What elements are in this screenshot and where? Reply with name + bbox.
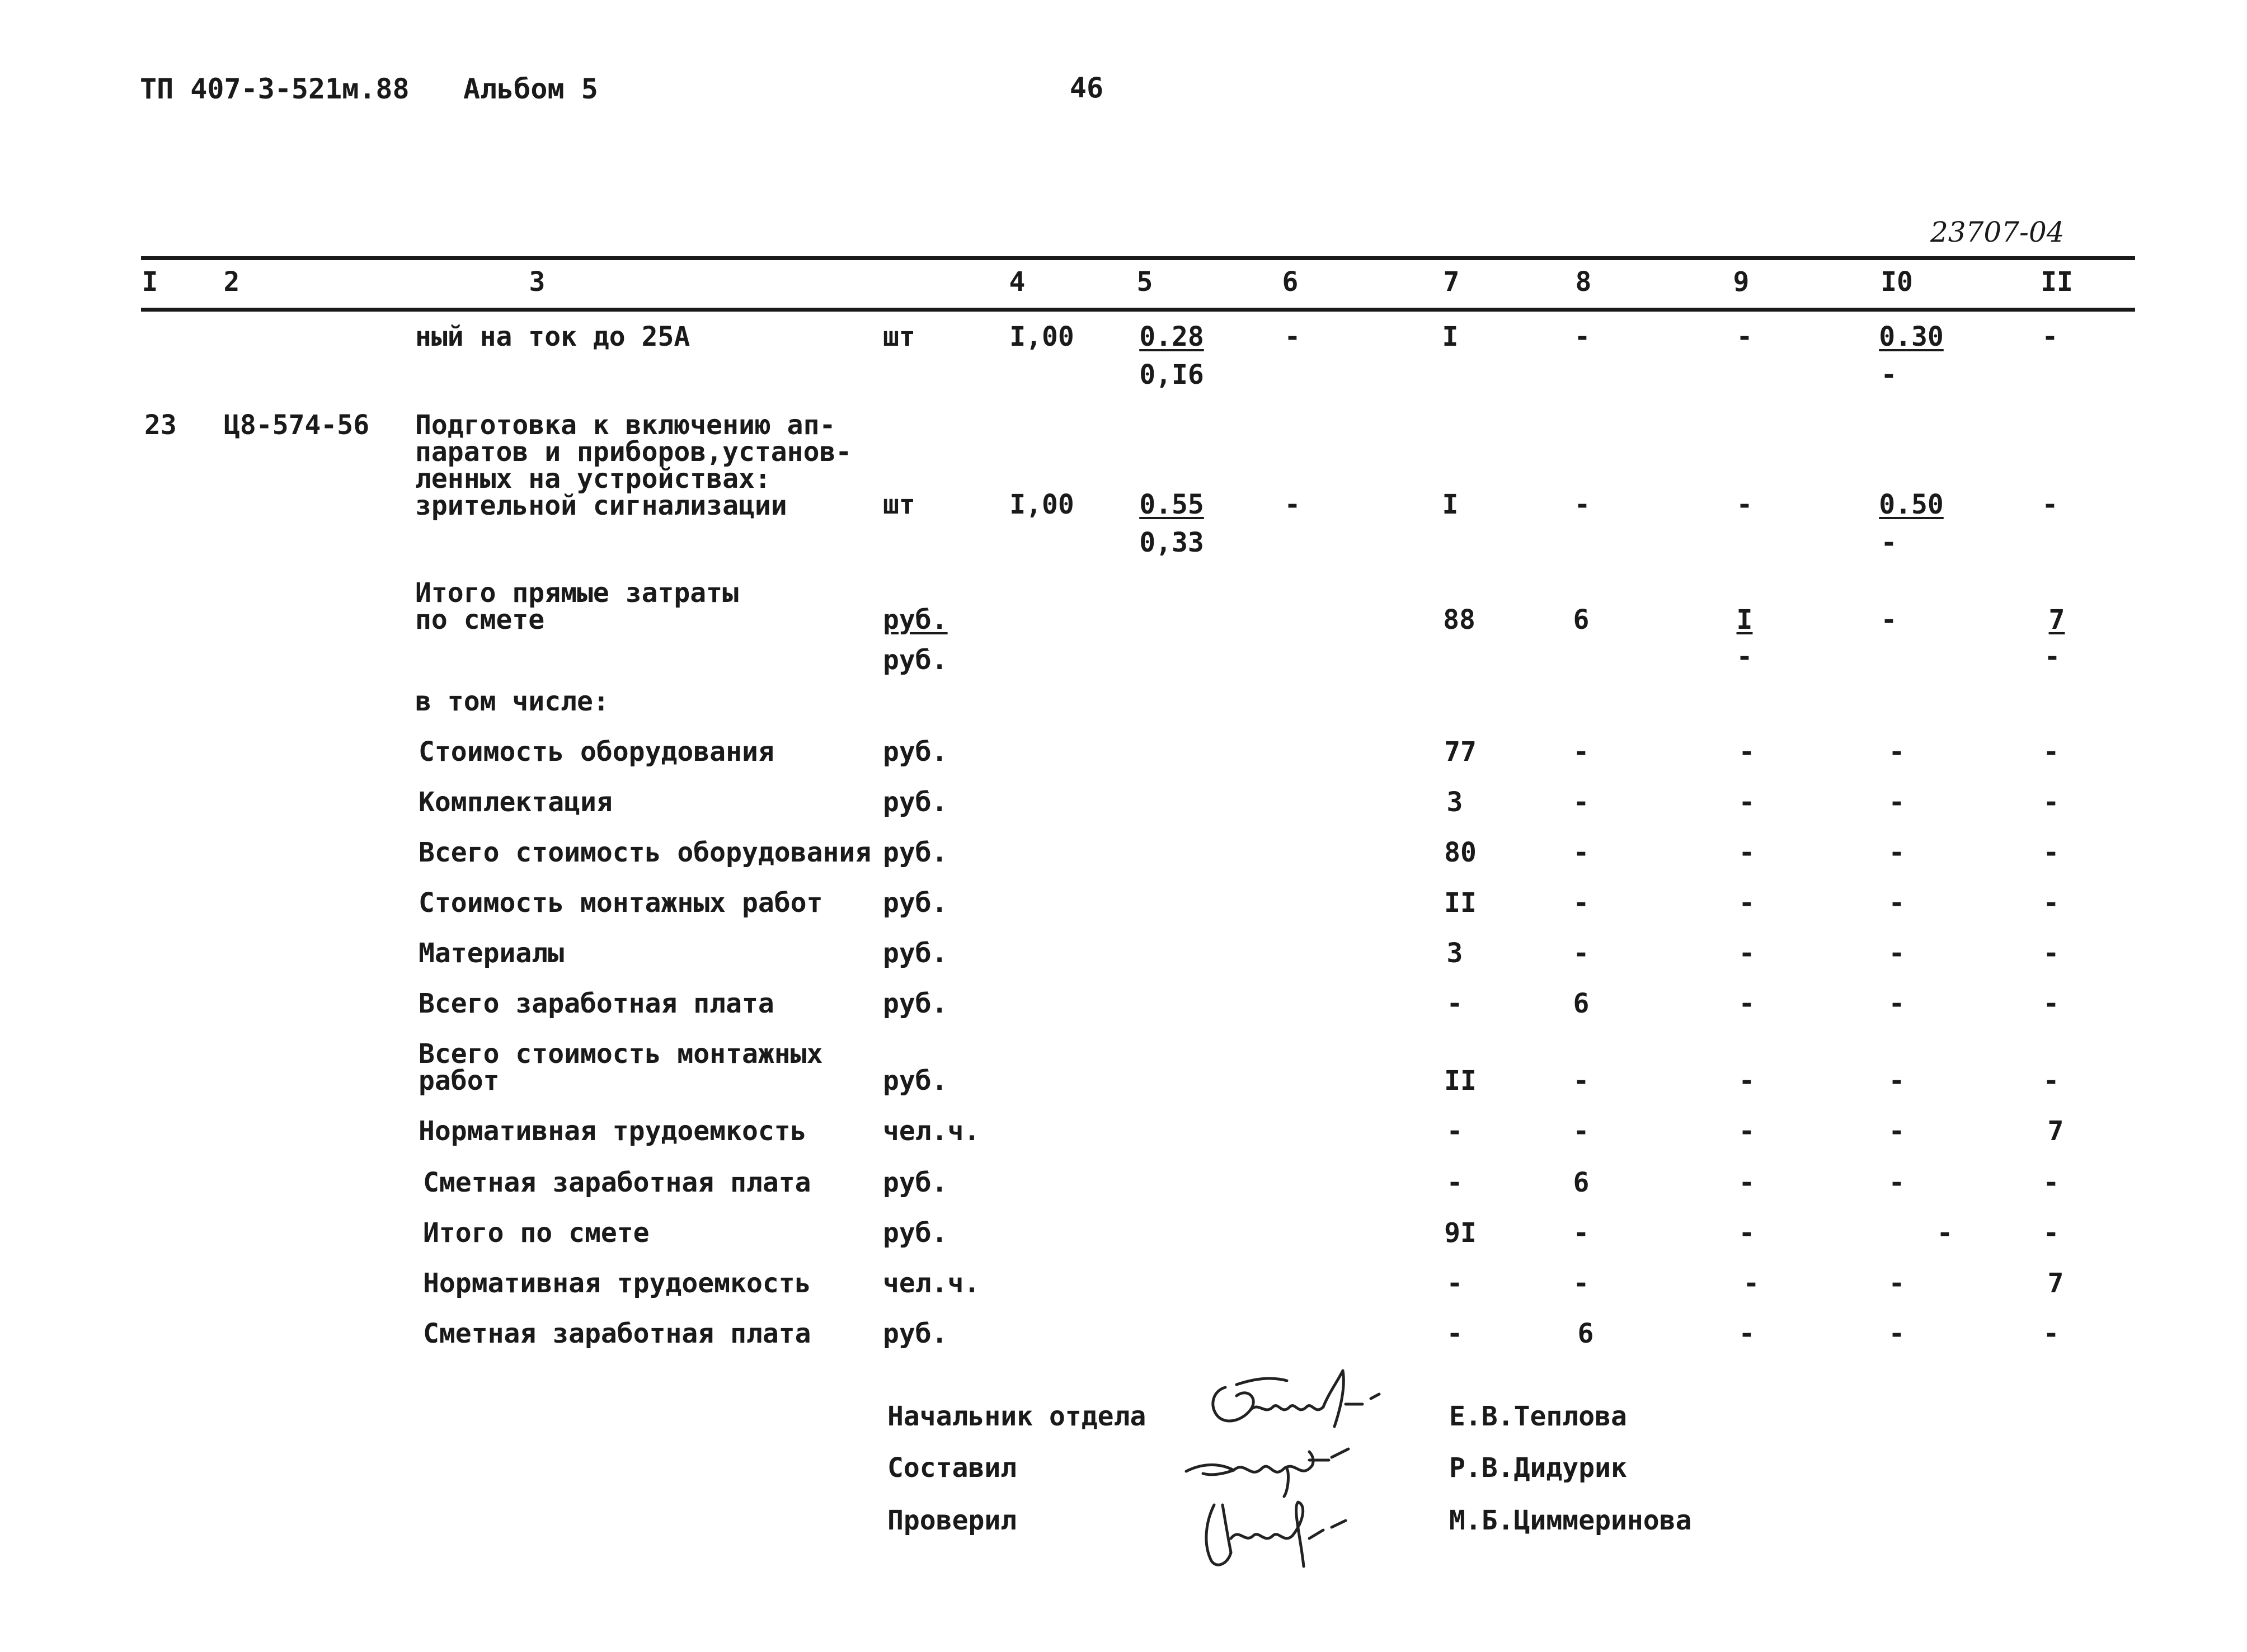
item-col10-top: 0.30 xyxy=(1879,321,1944,352)
column-header: 2 xyxy=(223,266,240,298)
item-description: Подготовка к включению ап- паратов и приборов,установ- ленных на устройствах: зрительной сигнализации xyxy=(415,410,852,521)
column-header: I xyxy=(142,266,158,298)
summary-col7: 3 xyxy=(1446,787,1463,818)
summary-col11: - xyxy=(2043,988,2060,1019)
summary-col8: - xyxy=(1573,1217,1590,1249)
summary-col8: 6 xyxy=(1577,1318,1594,1349)
totals-col8: 6 xyxy=(1573,604,1590,636)
handwritten-signature xyxy=(1192,1488,1360,1572)
summary-col7: - xyxy=(1446,1167,1463,1198)
summary-col7: II xyxy=(1444,887,1477,919)
summary-col10: - xyxy=(1888,736,1905,768)
summary-col9: - xyxy=(1738,787,1755,818)
summary-col10: - xyxy=(1888,887,1905,919)
item-col5-top: 0.28 xyxy=(1139,321,1204,352)
item-description: ный на ток до 25А xyxy=(415,321,690,352)
summary-col8: - xyxy=(1573,787,1590,818)
summary-unit: руб. xyxy=(883,988,948,1019)
summary-col9: - xyxy=(1738,1116,1755,1147)
summary-label: Нормативная трудоемкость xyxy=(419,1116,807,1147)
summary-col11: - xyxy=(2043,938,2060,969)
item-col10-top: 0.50 xyxy=(1879,489,1944,520)
summary-col7: 80 xyxy=(1444,837,1477,868)
table-top-rule xyxy=(141,256,2135,260)
item-number: 23 xyxy=(144,410,177,441)
summary-col9: - xyxy=(1738,1065,1755,1096)
item-col7: I xyxy=(1442,489,1459,520)
column-header: II xyxy=(2041,266,2073,298)
summary-col11: 7 xyxy=(2047,1116,2064,1147)
summary-col11: - xyxy=(2043,1065,2060,1096)
summary-col10: - xyxy=(1888,787,1905,818)
summary-col8: 6 xyxy=(1573,988,1590,1019)
summary-col9: - xyxy=(1738,938,1755,969)
summary-col11: - xyxy=(2043,1318,2060,1349)
summary-unit: руб. xyxy=(883,938,948,969)
summary-unit: руб. xyxy=(883,787,948,818)
totals-col9-bottom: - xyxy=(1736,641,1753,672)
page-number: 46 xyxy=(1069,72,1104,104)
totals-unit-top: руб. xyxy=(883,604,948,636)
summary-col11: - xyxy=(2043,787,2060,818)
summary-col10: - xyxy=(1888,1167,1905,1198)
summary-col9: - xyxy=(1738,837,1755,868)
summary-col11: - xyxy=(2043,837,2060,868)
item-col8: - xyxy=(1574,489,1591,520)
summary-unit: руб. xyxy=(883,837,948,868)
totals-col9-top: I xyxy=(1736,604,1753,636)
item-col11: - xyxy=(2042,321,2058,352)
summary-col7: II xyxy=(1444,1065,1477,1096)
summary-unit: чел.ч. xyxy=(883,1268,980,1299)
summary-col8: - xyxy=(1573,837,1590,868)
handwritten-signature xyxy=(1203,1365,1388,1438)
item-unit: шт xyxy=(883,489,915,520)
column-header: 7 xyxy=(1443,266,1460,298)
summary-col9: - xyxy=(1738,988,1755,1019)
summary-col8: - xyxy=(1573,1065,1590,1096)
column-header: 4 xyxy=(1009,266,1026,298)
summary-col7: - xyxy=(1446,988,1463,1019)
item-col9: - xyxy=(1736,321,1753,352)
summary-col7: 9I xyxy=(1444,1217,1477,1249)
summary-col11: - xyxy=(2043,736,2060,768)
summary-label: Нормативная трудоемкость xyxy=(423,1268,811,1299)
summary-col8: - xyxy=(1573,1268,1590,1299)
summary-col9: - xyxy=(1738,1217,1755,1249)
summary-col8: 6 xyxy=(1573,1167,1590,1198)
summary-label: Сметная заработная плата xyxy=(423,1167,811,1198)
summary-col7: 77 xyxy=(1444,736,1477,768)
summary-label: Всего стоимость монтажных работ xyxy=(419,1038,823,1096)
document-code: ТП 407-3-521м.88 xyxy=(140,73,410,105)
item-col8: - xyxy=(1574,321,1591,352)
summary-label: Комплектация xyxy=(419,787,613,818)
summary-col11: - xyxy=(2043,887,2060,919)
summary-col8: - xyxy=(1573,938,1590,969)
item-col5-top: 0.55 xyxy=(1139,489,1204,520)
summary-label: Всего заработная плата xyxy=(419,988,774,1019)
summary-col11: - xyxy=(2043,1217,2060,1249)
summary-col10: - xyxy=(1888,1318,1905,1349)
column-header: 3 xyxy=(529,266,546,298)
item-col6: - xyxy=(1284,321,1301,352)
summary-unit: руб. xyxy=(883,1065,948,1096)
item-col10-bottom: - xyxy=(1881,359,1897,390)
table-header-rule xyxy=(141,308,2135,312)
summary-col11: 7 xyxy=(2047,1268,2064,1299)
item-col7: I xyxy=(1442,321,1459,352)
item-unit: шт xyxy=(883,321,915,352)
item-code: Ц8-574-56 xyxy=(224,410,370,441)
item-col9: - xyxy=(1736,489,1753,520)
summary-label: Стоимость монтажных работ xyxy=(419,887,823,919)
summary-col8: - xyxy=(1573,887,1590,919)
summary-unit: руб. xyxy=(883,1318,948,1349)
summary-col9: - xyxy=(1743,1268,1760,1299)
signature-name: Р.В.Дидурик xyxy=(1449,1452,1627,1484)
summary-unit: руб. xyxy=(883,736,948,768)
summary-col9: - xyxy=(1738,736,1755,768)
column-header: I0 xyxy=(1881,266,1913,298)
item-col6: - xyxy=(1284,489,1301,520)
summary-unit: руб. xyxy=(883,887,948,919)
item-quantity: I,00 xyxy=(1009,489,1074,520)
signature-name: Е.В.Теплова xyxy=(1449,1401,1627,1432)
inventory-number: 23707-04 xyxy=(1930,216,2065,248)
summary-col8: - xyxy=(1573,736,1590,768)
totals-col10: - xyxy=(1881,604,1897,636)
signature-name: М.Б.Циммеринова xyxy=(1449,1505,1692,1536)
summary-unit: руб. xyxy=(883,1167,948,1198)
summary-label: Сметная заработная плата xyxy=(423,1318,811,1349)
summary-col10: - xyxy=(1888,1268,1905,1299)
column-header: 5 xyxy=(1136,266,1153,298)
summary-col7: 3 xyxy=(1446,938,1463,969)
summary-col10: - xyxy=(1888,1116,1905,1147)
totals-unit-bottom: руб. xyxy=(883,644,948,676)
summary-unit: руб. xyxy=(883,1217,948,1249)
summary-col10: - xyxy=(1888,938,1905,969)
summary-col9: - xyxy=(1738,887,1755,919)
summary-col7: - xyxy=(1446,1116,1463,1147)
signature-role: Составил xyxy=(887,1452,1017,1484)
item-col11: - xyxy=(2042,489,2058,520)
totals-label: Итого прямые затраты по смете xyxy=(415,577,739,636)
totals-col7: 88 xyxy=(1443,604,1475,636)
column-header: 9 xyxy=(1733,266,1750,298)
summary-label: Стоимость оборудования xyxy=(419,736,774,768)
summary-col7: - xyxy=(1446,1268,1463,1299)
album-label: Альбом 5 xyxy=(463,73,598,105)
summary-label: Материалы xyxy=(419,938,565,969)
summary-col10: - xyxy=(1888,837,1905,868)
summary-col10: - xyxy=(1936,1217,1953,1249)
summary-col7: - xyxy=(1446,1318,1463,1349)
summary-label: Итого по смете xyxy=(423,1217,650,1249)
signature-role: Начальник отдела xyxy=(887,1401,1146,1432)
summary-unit: чел.ч. xyxy=(883,1116,980,1147)
summary-col9: - xyxy=(1738,1318,1755,1349)
summary-col9: - xyxy=(1738,1167,1755,1198)
summary-label: Всего стоимость оборудования xyxy=(419,837,872,868)
item-col10-bottom: - xyxy=(1881,527,1897,558)
summary-col8: - xyxy=(1573,1116,1590,1147)
totals-col11-bottom: - xyxy=(2044,641,2061,672)
signature-role: Проверил xyxy=(887,1505,1017,1536)
item-quantity: I,00 xyxy=(1009,321,1074,352)
summary-col10: - xyxy=(1888,988,1905,1019)
column-header: 6 xyxy=(1282,266,1299,298)
summary-col10: - xyxy=(1888,1065,1905,1096)
column-header: 8 xyxy=(1575,266,1592,298)
item-col5-bottom: 0,I6 xyxy=(1139,359,1204,390)
including-label: в том числе: xyxy=(415,686,609,717)
item-col5-bottom: 0,33 xyxy=(1139,527,1204,558)
totals-col11-top: 7 xyxy=(2048,604,2065,636)
summary-col11: - xyxy=(2043,1167,2060,1198)
